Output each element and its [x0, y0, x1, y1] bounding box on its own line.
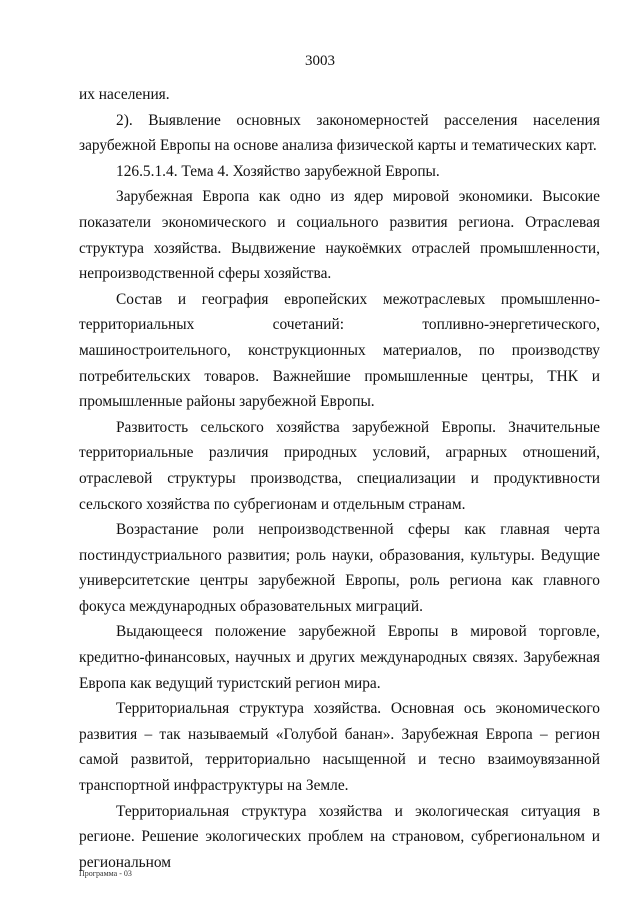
- section-heading-topic-4: 126.5.1.4. Тема 4. Хозяйство зарубежной Европы.: [116, 162, 440, 180]
- paragraph-economy-core: Зарубежная Европа как одно из ядер мировой экономики. Высокие показатели экономического и социального развития региона. Отраслевая структура хозяйства. Выдвижение наукоёмких отраслей промышленности, непроизводственной сферы хозяйства.: [79, 188, 600, 283]
- paragraph-industrial-complexes: Состав и география европейских межотраслевых промышленно-территориальных сочетаний: топливно-энергетического, машиностроительного, конструкционных материалов, по производству потребительских товаров. Важнейшие промышленные центры, ТНК и промышленные районы зарубежной Европы.: [79, 290, 600, 411]
- paragraph-objective-2: 2). Выявление основных закономерностей расселения населения зарубежной Европы на основе анализа физической карты и тематических карт.: [79, 111, 600, 155]
- document-body: [79, 82, 600, 875]
- paragraph-international-relations: Выдающееся положение зарубежной Европы в мировой торговле, кредитно-финансовых, научных и других международных связях. Зарубежная Европа как ведущий туристский регион мира.: [79, 623, 600, 692]
- paragraph-ecology: Территориальная структура хозяйства и экологическая ситуация в регионе. Решение экологических проблем на страновом, субрегиональном и региональном: [79, 802, 600, 871]
- paragraph-non-production-sphere: Возрастание роли непроизводственной сферы как главная черта постиндустриального развития; роль науки, образования, культуры. Ведущие университетские центры зарубежной Европы, роль региона как главного фокуса международных образовательных миграций.: [79, 521, 600, 615]
- paragraph-agriculture: Развитость сельского хозяйства зарубежной Европы. Значительные территориальные различия природных условий, аграрных отношений, отраслевой структуры производства, специализации и продуктивности сельского хозяйства по субрегионам и отдельным странам.: [79, 418, 600, 513]
- paragraph-territorial-structure: Территориальная структура хозяйства. Основная ось экономического развития – так называемый «Голубой банан». Зарубежная Европа – регион самой развитой, территориально насыщенной и тесно взаимоувязанной транспортной инфраструктуры на Земле.: [79, 700, 600, 795]
- page-number: 3003: [305, 53, 335, 69]
- paragraph-continuation: их населения.: [79, 86, 170, 103]
- footer-label: Программа - 03: [79, 869, 132, 878]
